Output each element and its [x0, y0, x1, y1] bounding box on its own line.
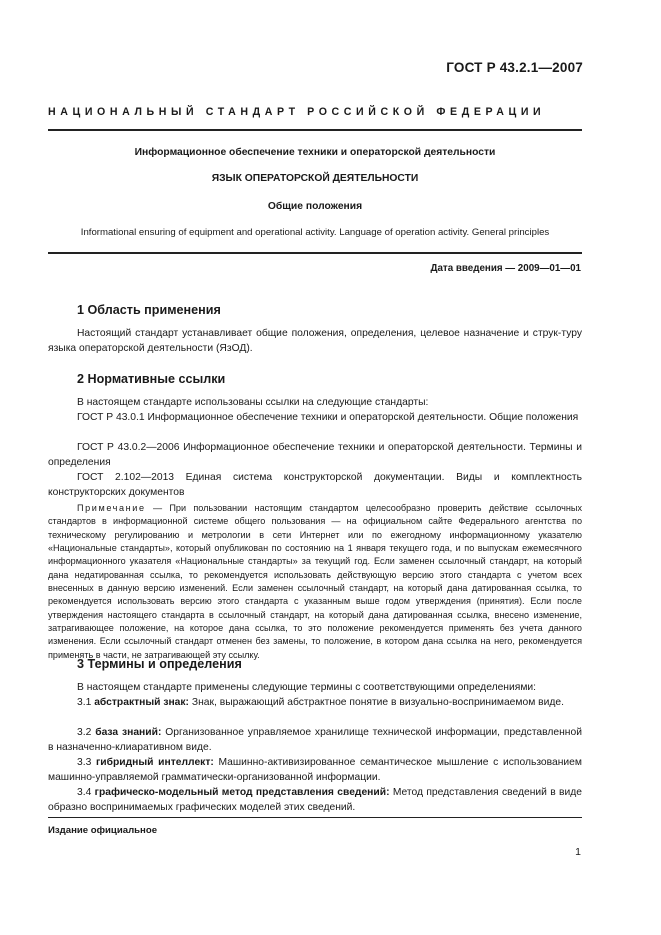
term-definition: Машинно-активизированное семантическое мышление с использованием машинно-управляемой грамматически-организованной информации. [48, 757, 582, 783]
term-definition: Метод представления сведений в виде образно воспринимаемых графических моделей этих сведений. [48, 787, 582, 813]
term-entry [48, 695, 582, 710]
document-title-line3: Общие положения [267, 201, 363, 212]
national-standard-banner: НАЦИОНАЛЬНЫЙ СТАНДАРТ РОССИЙСКОЙ ФЕДЕРАЦИИ [48, 106, 546, 118]
section1-text: Настоящий стандарт устанавливает общие положения, определения, целевое назначение и струк-туру языка операторской деятельности (ЯзОД). [48, 328, 582, 354]
official-edition-label: Издание официальное [48, 825, 158, 836]
document-title-line2: ЯЗЫК ОПЕРАТОРСКОЙ ДЕЯТЕЛЬНОСТИ [211, 173, 419, 184]
introduction-date: Дата введения — 2009—01—01 [430, 263, 581, 274]
title-divider [48, 252, 582, 254]
section3-heading: 3 Термины и определения [77, 657, 242, 671]
footer-divider [48, 817, 582, 818]
term-name: база знаний: [95, 727, 162, 738]
document-title-line1: Информационное обеспечение техники и операторской деятельности [134, 147, 496, 158]
page-number: 1 [575, 846, 581, 858]
term-definition: Организованное управляемое хранилище технической информации, представленной в назначенно-клиаративном виде. [48, 727, 582, 753]
term-number: 3.4 [77, 787, 92, 798]
english-title: Informational ensuring of equipment and operational activity. Language of operation activity. General principles [80, 227, 550, 238]
gost-number: ГОСТ Р 43.2.1—2007 [446, 60, 583, 75]
term-number: 3.3 [77, 757, 92, 768]
note-text: — При пользовании настоящим стандартом целесообразно проверить действие ссылочных стандартов в информационной системе общего пользования — на официальном сайте Федерального агентства по техническому регулированию и метрологии в сети Интернет или по ежегодному информационному указателю «Национальные стандарты», который опубликован по состоянию на 1 января текущего года, и по выпускам ежемесячного информационного указателя «Национальные стандарты» за текущий год. Если заменен ссылочный стандарт, на который дана недатированная ссылка, то рекомендуется использовать действующую версию этого стандарта с учетом всех внесенных в данную версию изменений. Если заменен ссылочный стандарт, на который дана датированная ссылка, то рекомендуется использовать версию этого стандарта с указанным выше годом утверждения (принятия). Если после утверждения настоящего стандарта в ссылочный стандарт, на который дана датированная ссылка, внесено изменение, затрагивающее положение, на которое дана ссылка, то это положение рекомендуется применять без учета данного изменения. Если ссылочный стандарт отменен без замены, то положение, в котором дана ссылка на него, рекомендуется применять в части, не затрагивающей эту ссылку. [48, 503, 583, 660]
section1-heading: 1 Область применения [77, 303, 221, 317]
reference-item: ГОСТ 2.102—2013 Единая система конструкторской документации. Виды и комплектность конструкторских документов [48, 472, 582, 498]
top-divider [48, 129, 582, 131]
term-name: гибридный интеллект: [96, 757, 214, 768]
term-definition: Знак, выражающий абстрактное понятие в визуально-воспринимаемом виде. [191, 697, 564, 708]
section3-intro: В настоящем стандарте применены следующие термины с соответствующими определениями: [77, 682, 537, 693]
note-block [48, 502, 582, 662]
term-name: графическо-модельный метод представления сведений: [94, 787, 390, 798]
reference-item: ГОСТ Р 43.0.1 Информационное обеспечение техники и операторской деятельности. Общие положения [77, 412, 579, 423]
term-entry [48, 785, 582, 815]
section2-intro: В настоящем стандарте использованы ссылки на следующие стандарты: [77, 397, 429, 408]
section2-heading: 2 Нормативные ссылки [77, 372, 226, 386]
term-number: 3.2 [77, 727, 92, 738]
term-number: 3.1 [77, 697, 92, 708]
reference-item: ГОСТ Р 43.0.2—2006 Информационное обеспечение техники и операторской деятельности. Термины и определения [48, 442, 582, 468]
note-label: Примечание [77, 503, 146, 513]
term-name: абстрактный знак: [94, 697, 189, 708]
term-entry [48, 725, 582, 755]
term-entry [48, 755, 582, 785]
